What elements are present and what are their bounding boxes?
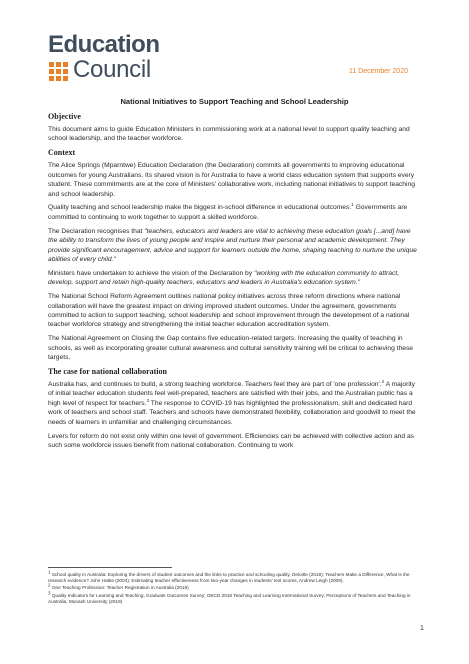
logo-grid-icon xyxy=(49,62,68,81)
footnote-1-number: 1 xyxy=(48,569,51,575)
objective-paragraph: This document aims to guide Education Ministers in commissioning work at a national level to support quality teaching and school leadership, and the teacher workforce. xyxy=(48,126,410,143)
case-paragraph-1 xyxy=(48,380,421,427)
context-paragraph-5: The National School Reform Agreement outlines national policy initiatives across three reform directions where national collaboration will have the greatest impact on driving improved student outcomes. Under the agreement, governments committed to action to support teaching, school leadership and school improvement through the development of a national teacher workforce strategy and strengthening the initial teacher education accreditation system. xyxy=(48,293,410,329)
footnote-ref-1[interactable]: 1 xyxy=(351,202,354,208)
context-paragraph-4-lead: Ministers have undertaken to achieve the vision of the Declaration by xyxy=(48,269,254,277)
case-paragraph-1-c: The response to COVID-19 has highlighted the professionalism, skill and dedicated hard work of teachers and school staff. Teachers and schools have demonstrated flexibility, collaboration and goodwill to meet the needs of learners in unfamiliar and challenging circumstances. xyxy=(48,399,416,426)
document-date: 11 December 2020 xyxy=(348,68,408,75)
footnote-2-number: 2 xyxy=(48,582,51,588)
page-number: 1 xyxy=(420,625,424,632)
document-title: National Initiatives to Support Teaching and School Leadership xyxy=(120,97,349,106)
footnotes xyxy=(48,569,421,606)
footnote-3-text: Quality Indicators for Learning and Teaching, Graduate Outcomes Survey; OECD 2018 Teaching and Learning International Survey; Perceptions of Teachers and Teaching in Australia, Monash University (2019) xyxy=(48,592,411,604)
context-paragraph-2 xyxy=(48,203,421,222)
declaration-quote: "teachers, educators and leaders are vital to achieving these education goals [...and] have the ability to transform the lives of young people and inspire and nurture their personal and academic development. They provide significant encouragement, advice and support for learners outside the home, shaping teaching to nurture the unique abilities of every child." xyxy=(48,227,417,263)
footnote-2-text: One Teaching Profession: Teacher Registration in Australia (2018) xyxy=(50,585,189,591)
context-paragraph-3-lead: The Declaration recognises that xyxy=(48,227,145,235)
case-paragraph-1-a: Australia has, and continues to build, a strong teaching workforce. Teachers feel they are part of 'one profession'. xyxy=(48,381,382,389)
context-paragraph-2-text: Quality teaching and school leadership make the biggest in-school difference in educational outcomes. xyxy=(48,204,352,212)
context-paragraph-3 xyxy=(48,227,421,265)
context-paragraph-4 xyxy=(48,269,421,288)
document-body xyxy=(48,97,421,455)
footnote-3-number: 3 xyxy=(48,590,51,596)
footnote-ref-2[interactable]: 2 xyxy=(381,378,385,384)
context-paragraph-1: The Alice Springs (Mparntwe) Education Declaration (the Declaration) commits all governments to improving educational outcomes for young Australians. Its shared vision is for Australia to have a world class education system that supports every student. These commitments are at the core of Ministers' collaborative work, including national initiatives to support teaching and school leadership. xyxy=(48,162,415,198)
logo-line-2: Council xyxy=(73,56,151,83)
footnote-divider xyxy=(48,567,172,568)
case-paragraph-2: Levers for reform do not exist only within one level of government. Efficiencies can be achieved with collective action and as such some workforce issues benefit from national collaboration. Continuing to work xyxy=(48,432,415,449)
case-heading: The case for national collaboration xyxy=(48,367,167,377)
footnote-2 xyxy=(48,582,421,591)
context-paragraph-6: The National Agreement on Closing the Gap contains five education-related targets. Increasing the quality of teaching in schools, as well as incorporating greater cultural awareness and cultural sensitivity training will be critical to achieving these targets. xyxy=(48,335,414,362)
objective-heading: Objective xyxy=(48,112,81,121)
footnote-1 xyxy=(48,569,421,584)
footnote-3 xyxy=(48,590,421,605)
footnote-1-text: School quality in Australia: Exploring the drivers of student outcomes and the links to practice and schooling quality, Deloitte (2019); Teachers Make a Difference, What is the research evidence? John Hattie (2003); Estimating teacher effectiveness from two-year changes in students' test scores, Andrew Leigh (2009). xyxy=(48,572,410,584)
case-paragraph-1-b: A majority of initial teacher education students feel well-prepared, teachers are satisfied with their jobs, and the Australian public has a high level of respect for teachers. xyxy=(48,381,416,407)
footnote-ref-3[interactable]: 3 xyxy=(146,397,150,403)
ministers-quote: "working with the education community to attract, develop, support and retain high-quality teachers, educators and leaders in Australia's education system." xyxy=(48,269,400,287)
context-heading: Context xyxy=(48,148,76,158)
logo-line-1: Education xyxy=(48,31,160,58)
context-paragraph-2-text-b: Governments are committed to continuing to work together to support a skilled workforce. xyxy=(48,204,408,221)
education-council-logo xyxy=(48,33,198,83)
